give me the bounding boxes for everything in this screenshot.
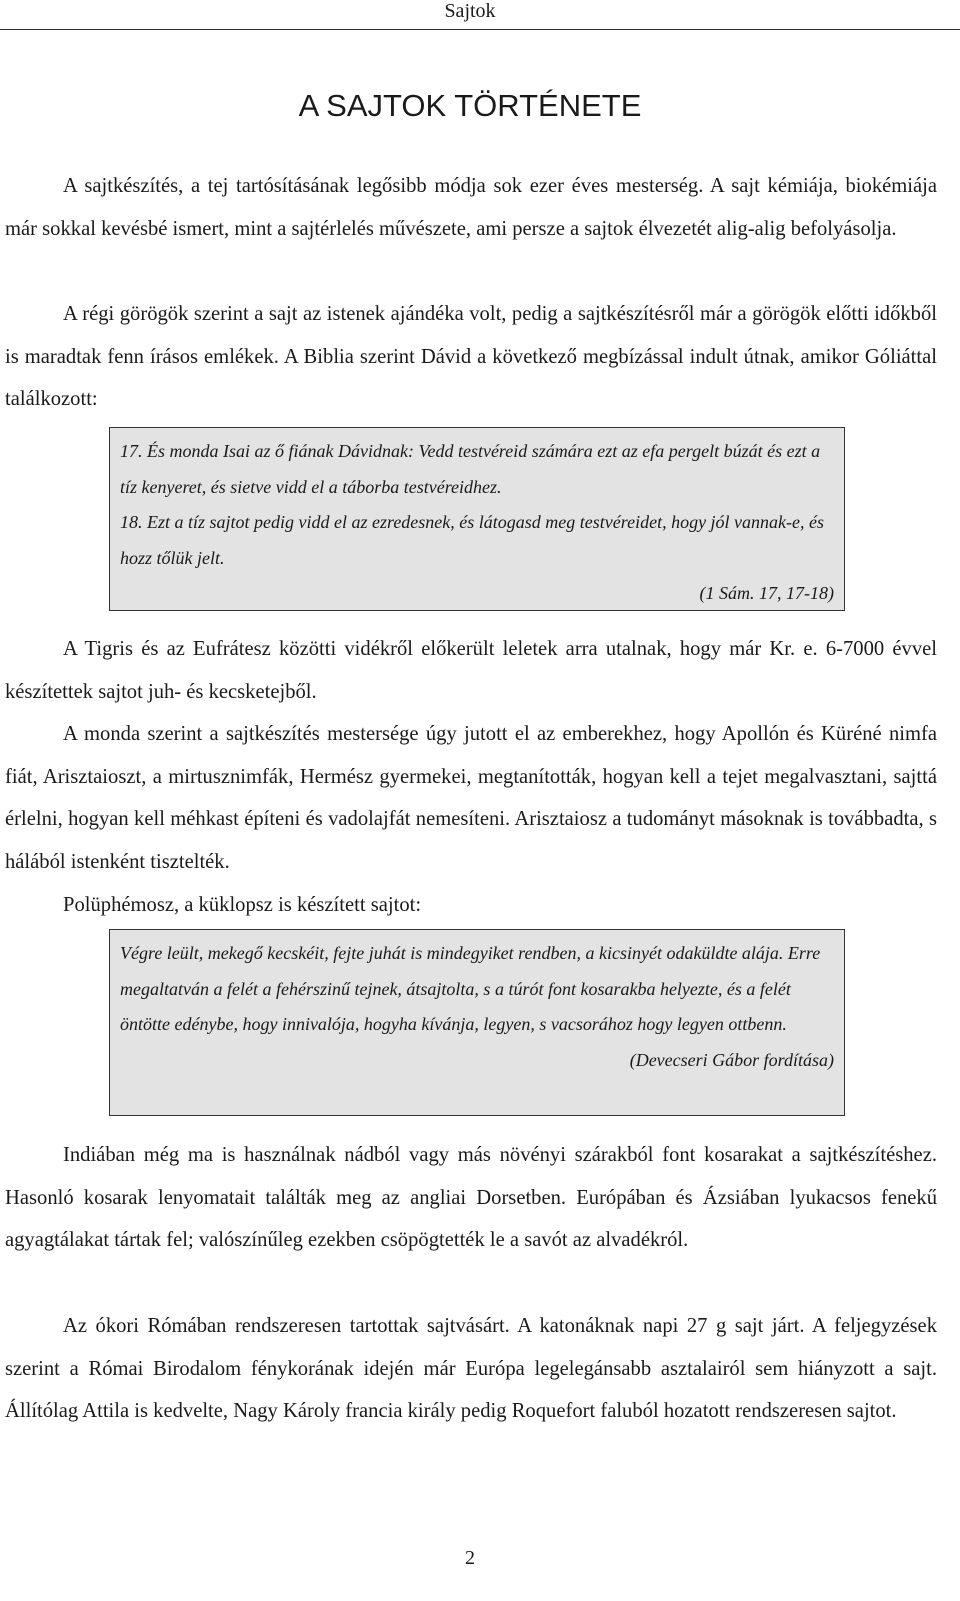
- bible-quote-verse-17: 17. És monda Isai az ő fiának Dávidnak: Vedd testvéreid számára ezt az efa pergelt búzát és ezt a tíz kenyeret, és sietve vidd el a táborba testvéreidhez.: [120, 441, 821, 497]
- bible-quote-box: [109, 427, 845, 611]
- running-header-title: Sajtok: [444, 0, 496, 22]
- paragraph-india: Indiában még ma is használnak nádból vagy más növényi szárakból font kosarakat a sajtkészítéshez. Hasonló kosarak lenyomatait találták meg az angliai Dorsetben. Európában és Ázsiában lyukacsos fenekű agyagtálakat tártak fel; valószínűleg ezekben csöpögtették le a savót az alvadékról.: [5, 1144, 937, 1251]
- paragraph-legend: A monda szerint a sajtkészítés mestersége úgy jutott el az emberekhez, hogy Apollón és Küréné nimfa fiát, Arisztaioszt, a mirtusznimfák, Hermész gyermekei, megtanították, hogyan kell a tejet megalvasztani, sajttá érlelni, hogyan kell méhkast építeni és vadolajfát nemesíteni. Arisztaiosz a tudományt másoknak is továbbadta, s hálából istenként tisztelték.: [5, 723, 937, 873]
- paragraph-polyphemus: Polüphémosz, a küklopsz is készített sajtot:: [63, 894, 422, 916]
- running-header: [0, 0, 960, 30]
- paragraph-tigris: A Tigris és az Eufrátesz közötti vidékről előkerült leletek arra utalnak, hogy már Kr. e. 6-7000 évvel készítettek sajtot juh- és kecsketejből.: [5, 638, 937, 703]
- paragraph-greek-bible: A régi görögök szerint a sajt az istenek ajándéka volt, pedig a sajtkészítésről már a görögök előtti időkből is maradtak fenn írásos emlékek. A Biblia szerint Dávid a következő megbízással indult útnak, amikor Góliáttal találkozott:: [5, 303, 937, 410]
- paragraph-intro: A sajtkészítés, a tej tartósításának legősibb módja sok ezer éves mesterség. A sajt kémiája, biokémiája már sokkal kevésbé ismert, mint a sajtérlelés művészete, ami persze a sajtok élvezetét alig-alig befolyásolja.: [5, 175, 937, 240]
- page-number: 2: [465, 1547, 475, 1569]
- odyssey-quote-box: [109, 929, 845, 1116]
- odyssey-quote-citation: (Devecseri Gábor fordítása): [629, 1049, 834, 1070]
- odyssey-quote-text: Végre leült, mekegő kecskéit, fejte juhát is mindegyiket rendben, a kicsinyét odaküldte alája. Erre megaltatván a felét a fehérszinű tejnek, átsajtolta, s a túrót font kosarakba helyezte, és a felét öntötte edénybe, hogy innivalója, hogyha kívánja, legyen, s vacsorához hogy legyen ottbenn.: [120, 943, 821, 1034]
- bible-quote-citation: (1 Sám. 17, 17-18): [699, 583, 834, 603]
- bible-quote-verse-18: 18. Ezt a tíz sajtot pedig vidd el az ezredesnek, és látogasd meg testvéreidet, hogy jól vannak-e, és hozz tőlük jelt.: [120, 512, 825, 568]
- paragraph-rome: Az ókori Rómában rendszeresen tartottak sajtvásárt. A katonáknak napi 27 g sajt járt. A feljegyzések szerint a Római Birodalom fénykorának idején már Európa legelegánsabb asztalairól sem hiányzott a sajt. Állítólag Attila is kedvelte, Nagy Károly francia király pedig Roquefort faluból hozatott rendszeresen sajtot.: [5, 1315, 937, 1422]
- document-title: A SAJTOK TÖRTÉNETE: [298, 88, 642, 123]
